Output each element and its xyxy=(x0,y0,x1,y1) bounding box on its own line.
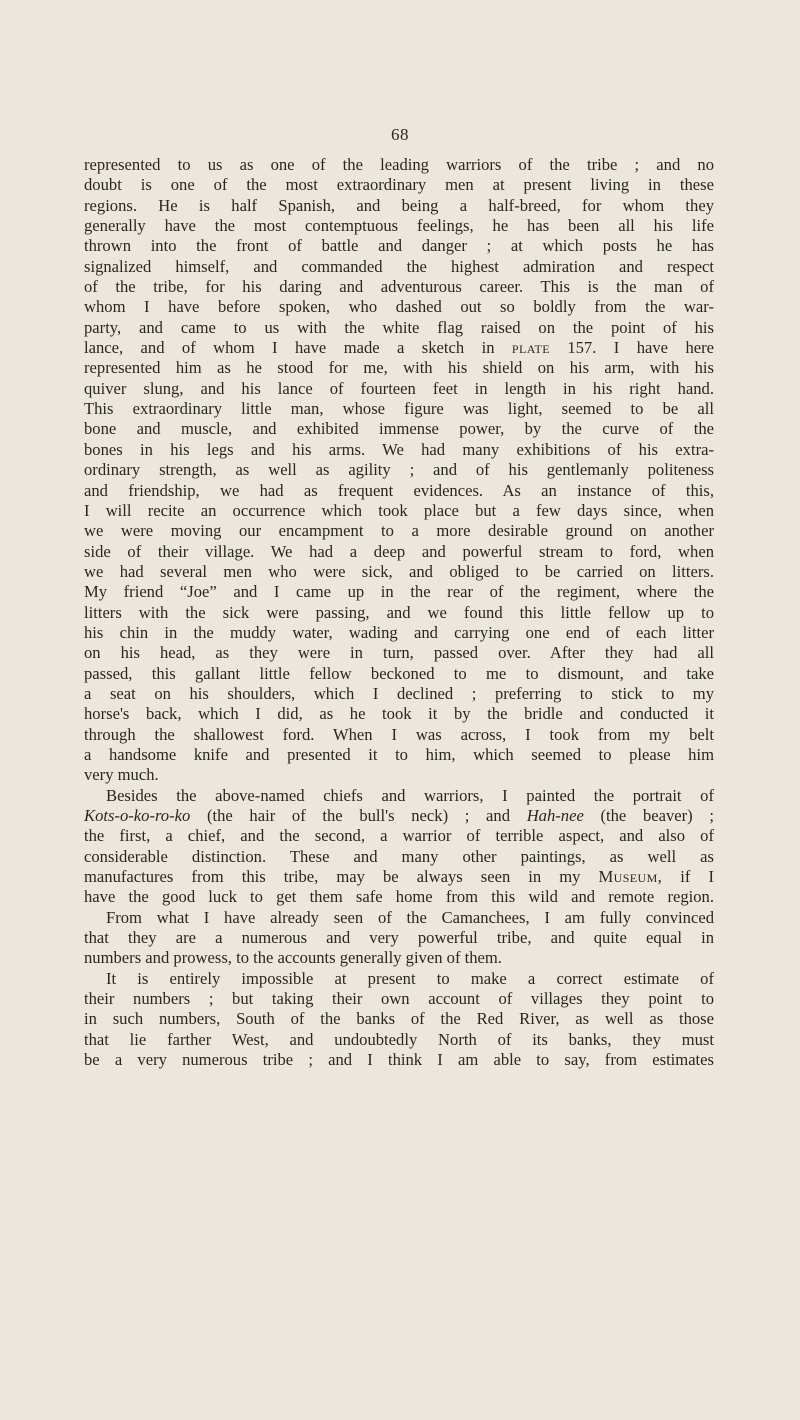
text-segment: (the hair of the bull's neck) ; and xyxy=(206,806,511,825)
text-line: numbers and prowess, to the accounts generally given of them. xyxy=(84,948,502,968)
text-line: represented him as he stood for me, with his shield on his arm, with his xyxy=(84,358,714,378)
text-line: and friendship, we had as frequent evidences. As an instance of this, xyxy=(84,480,714,500)
text-line: have the good luck to get them safe home from this wild and remote region. xyxy=(84,887,714,907)
text-line: signalized himself, and commanded the highest admiration and respect xyxy=(84,256,714,276)
page-number: 68 xyxy=(391,125,409,144)
text-line: Besides the above-named chiefs and warriors, I painted the portrait of xyxy=(106,785,714,805)
text-segment: if I xyxy=(680,867,714,887)
text-line-names xyxy=(84,806,714,826)
text-line: a handsome knife and presented it to him, which seemed to please him xyxy=(84,744,714,764)
text-line: This extraordinary little man, whose figure was light, seemed to be all xyxy=(84,399,714,419)
text-segment: manufactures from this tribe, may be always seen in my xyxy=(84,867,581,887)
text-line: My friend “Joe” and I came up in the rear of the regiment, where the xyxy=(84,582,714,602)
text-line: generally have the most contemptuous feelings, he has been all his life xyxy=(84,216,714,236)
text-line: that they are a numerous and very powerful tribe, and quite equal in xyxy=(84,928,714,948)
text-line: party, and came to us with the white flag raised on the point of his xyxy=(84,317,714,337)
text-line: a seat on his shoulders, which I declined ; preferring to stick to my xyxy=(84,683,714,703)
text-line: ordinary strength, as well as agility ; and of his gentlemanly politeness xyxy=(84,460,714,480)
text-line: From what I have already seen of the Camanchees, I am fully convinced xyxy=(106,907,714,927)
text-line: considerable distinction. These and many other paintings, as well as xyxy=(84,846,714,866)
text-line: litters with the sick were passing, and we found this little fellow up to xyxy=(84,602,714,622)
text-line: through the shallowest ford. When I was across, I took from my belt xyxy=(84,724,714,744)
text-line: we had several men who were sick, and obliged to be carried on litters. xyxy=(84,561,714,581)
name-kots-o-ko-ro-ko: Kots-o-ko-ro-ko xyxy=(84,806,191,825)
text-line: I will recite an occurrence which took place but a few days since, when xyxy=(84,500,714,520)
text-line: in such numbers, South of the banks of the Red River, as well as those xyxy=(84,1009,714,1029)
plate-number: 157. xyxy=(567,338,597,358)
text-line: their numbers ; but taking their own account of villages they point to xyxy=(84,989,714,1009)
text-line: whom I have before spoken, who dashed out so boldly from the war- xyxy=(84,297,714,317)
museum-reference: Museum, xyxy=(598,867,663,887)
text-segment: (the beaver) ; xyxy=(600,806,714,825)
text-line: of the tribe, for his daring and adventurous career. This is the man of xyxy=(84,277,714,297)
text-line-plate-reference xyxy=(84,338,714,358)
text-line: horse's back, which I did, as he took it by the bridle and conducted it xyxy=(84,704,714,724)
text-line: on his head, as they were in turn, passed over. After they had all xyxy=(84,643,714,663)
name-hah-nee: Hah-nee xyxy=(526,806,584,825)
text-line: passed, this gallant little fellow beckoned to me to dismount, and take xyxy=(84,663,714,683)
body-text xyxy=(84,155,714,1070)
text-line: doubt is one of the most extraordinary men at present living in these xyxy=(84,175,714,195)
text-line: that lie farther West, and undoubtedly North of its banks, they must xyxy=(84,1029,714,1049)
text-line-museum xyxy=(84,867,714,887)
plate-reference: plate xyxy=(511,338,550,358)
text-line: bones in his legs and his arms. We had many exhibitions of his extra- xyxy=(84,439,714,459)
text-line: represented to us as one of the leading warriors of the tribe ; and no xyxy=(84,155,714,174)
text-line: quiver slung, and his lance of fourteen feet in length in his right hand. xyxy=(84,378,714,398)
text-line: side of their village. We had a deep and powerful stream to ford, when xyxy=(84,541,714,561)
text-line: regions. He is half Spanish, and being a half-breed, for whom they xyxy=(84,195,714,215)
text-line: we were moving our encampment to a more desirable ground on another xyxy=(84,521,714,541)
text-line: It is entirely impossible at present to make a correct estimate of xyxy=(106,968,714,988)
text-line: very much. xyxy=(84,765,159,785)
text-segment: I have here xyxy=(613,338,714,358)
text-line: thrown into the front of battle and danger ; at which posts he has xyxy=(84,236,714,256)
text-line: bone and muscle, and exhibited immense power, by the curve of the xyxy=(84,419,714,439)
text-segment: lance, and of whom I have made a sketch in xyxy=(84,338,495,358)
text-line: his chin in the muddy water, wading and carrying one end of each litter xyxy=(84,622,714,642)
text-line: be a very numerous tribe ; and I think I am able to say, from estimates xyxy=(84,1050,714,1070)
text-line: the first, a chief, and the second, a warrior of terrible aspect, and also of xyxy=(84,826,714,846)
